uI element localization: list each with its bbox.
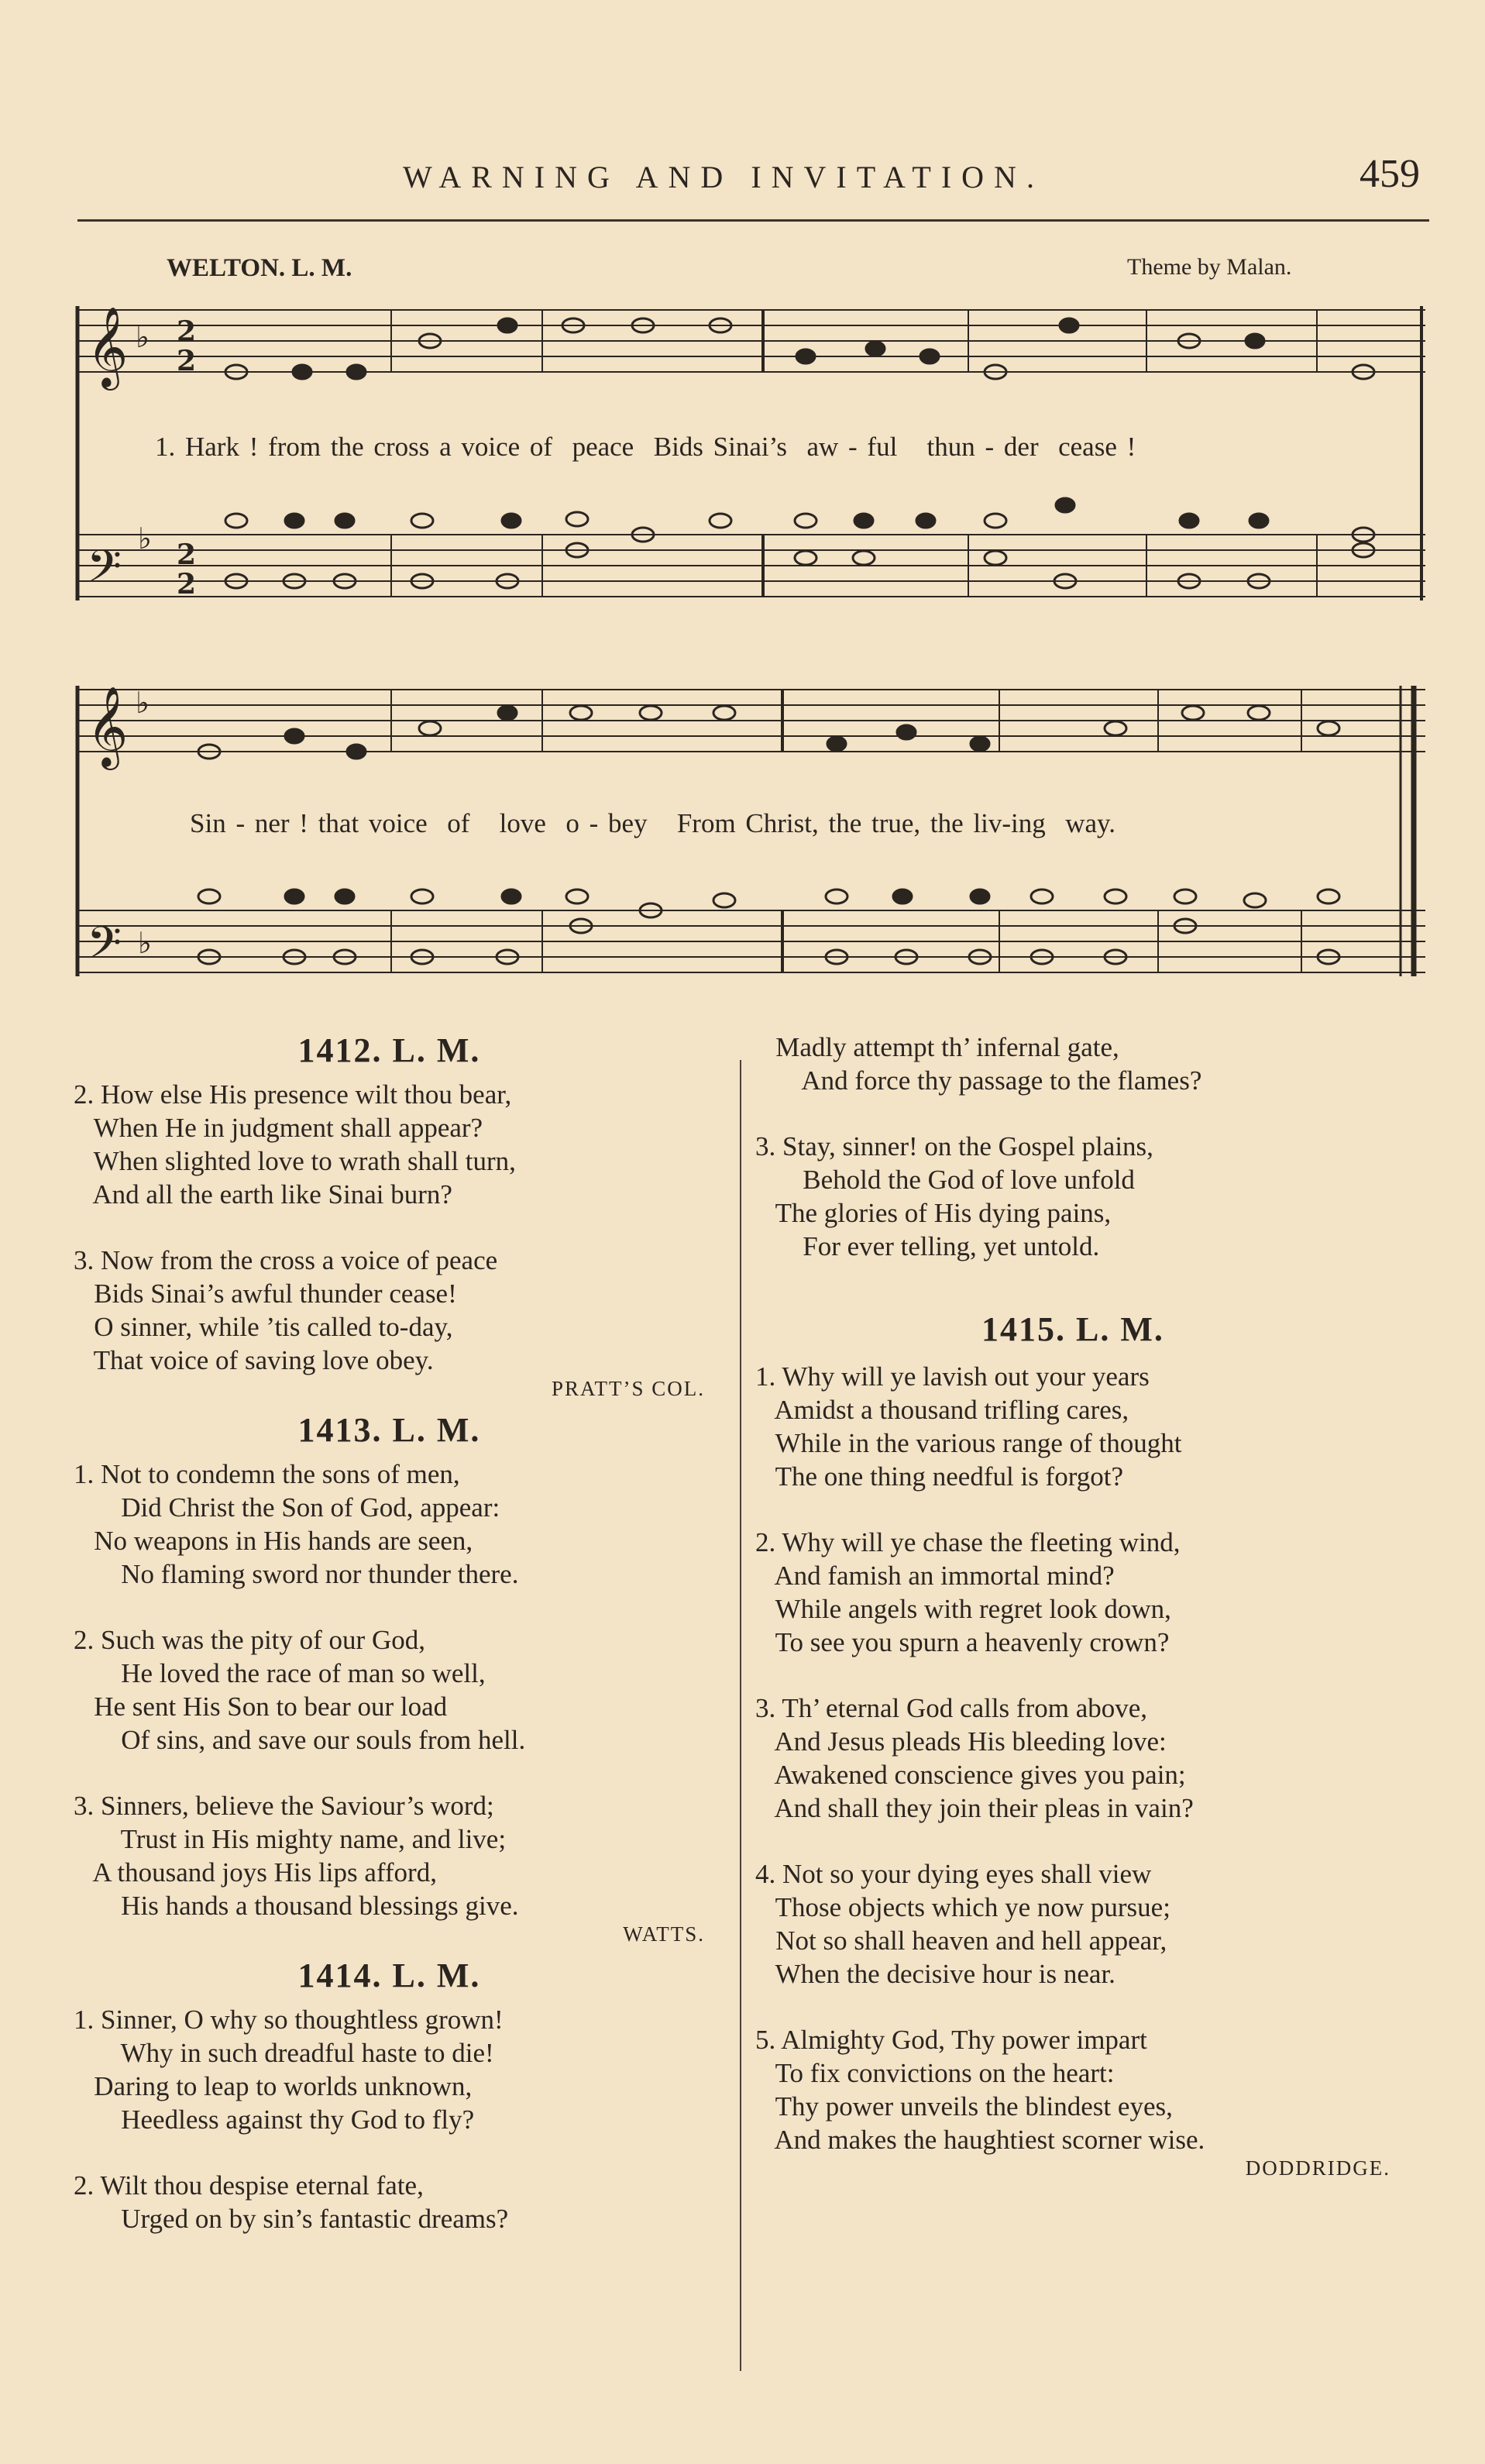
- hymn-heading-1412: 1412. L. M.: [297, 1031, 481, 1069]
- running-header: WARNING AND INVITATION.: [403, 160, 1044, 194]
- verse-1415-2: 2. Why will ye chase the fleeting wind, And famish an immortal mind? While angels with regret look down, To see you spurn a heavenly crown?: [755, 1527, 1181, 1657]
- treble-staff-1: [77, 310, 1425, 372]
- verse-1412-2: 2. How else His presence wilt thou bear, When He in judgment shall appear? When slighted love to wrath shall turn, And all the earth like Sinai burn?: [74, 1079, 516, 1210]
- svg-text:♭: ♭: [138, 926, 152, 960]
- attribution-1412: PRATT’S COL.: [551, 1377, 705, 1400]
- treble-staff-2: [77, 690, 1425, 752]
- tune-credit: Theme by Malan.: [1127, 254, 1292, 280]
- tune-name: WELTON. L. M.: [167, 254, 352, 282]
- music-score: [0, 0, 1485, 1007]
- verse-1414-2-cont: Madly attempt th’ infernal gate, And force thy passage to the flames?: [755, 1032, 1202, 1096]
- svg-text:2: 2: [177, 568, 197, 601]
- lyric-line-2: Sin - ner ! that voice of love o - bey From Christ, the true, the liv-ing way.: [190, 808, 1116, 838]
- svg-text:2: 2: [177, 315, 197, 348]
- hymn-heading-1415: 1415. L. M.: [981, 1310, 1164, 1348]
- verse-1415-4: 4. Not so your dying eyes shall view Those objects which ye now pursue; Not so shall heaven and hell appear, When the decisive hour is near.: [755, 1859, 1170, 1989]
- verse-1414-3: 3. Stay, sinner! on the Gospel plains, Behold the God of love unfold The glories of His dying pains, For ever telling, yet untold.: [755, 1131, 1153, 1261]
- bass-staff-2: [77, 910, 1425, 972]
- hymn-heading-1413: 1413. L. M.: [297, 1411, 481, 1449]
- attribution-1415: DODDRIDGE.: [1245, 2156, 1390, 2180]
- verse-1413-3: 3. Sinners, believe the Saviour’s word; Trust in His mighty name, and live; A thousand joys His lips afford, His hands a thousand blessings give.: [74, 1791, 519, 1921]
- svg-text:2: 2: [177, 539, 197, 571]
- verse-1414-1: 1. Sinner, O why so thoughtless grown! Why in such dreadful haste to die! Daring to leap to worlds unknown, Heedless against thy God to fly?: [74, 2005, 504, 2135]
- verse-1415-1: 1. Why will ye lavish out your years Amidst a thousand trifling cares, While in the various range of thought The one thing needful is forgot?: [755, 1361, 1182, 1492]
- column-divider: [740, 1060, 741, 2371]
- attribution-1413: WATTS.: [623, 1922, 705, 1946]
- left-column: [74, 1031, 705, 2235]
- verse-1413-2: 2. Such was the pity of our God, He loved the race of man so well, He sent His Son to bear our load Of sins, and save our souls from hell.: [74, 1625, 526, 1755]
- svg-text:2: 2: [177, 345, 197, 377]
- verse-1415-3: 3. Th’ eternal God calls from above, And Jesus pleads His bleeding love: Awakened conscience gives you pain; And shall they join their pleas in vain?: [755, 1693, 1194, 1823]
- page-number: 459: [1360, 152, 1420, 196]
- lyric-line-1: 1. Hark ! from the cross a voice of peace Bids Sinai’s aw - ful thun - der cease !: [155, 432, 1136, 462]
- svg-text:♭: ♭: [136, 686, 150, 720]
- right-column: [755, 1031, 1390, 2180]
- bass-clef-icon: 𝄢: [87, 917, 122, 980]
- svg-text:♭: ♭: [136, 320, 150, 354]
- verse-1414-2: 2. Wilt thou despise eternal fate, Urged on by sin’s fantastic dreams?: [74, 2170, 509, 2234]
- treble-clef-icon: 𝄞: [87, 306, 129, 387]
- bass-clef-icon: 𝄢: [87, 540, 122, 604]
- svg-text:♭: ♭: [138, 521, 152, 556]
- bass-staff-1: [77, 535, 1425, 597]
- verse-1415-5: 5. Almighty God, Thy power impart To fix convictions on the heart: Thy power unveils the blindest eyes, And makes the haughtiest scorner wise.: [755, 2025, 1205, 2155]
- verse-1413-1: 1. Not to condemn the sons of men, Did Christ the Son of God, appear: No weapons in His hands are seen, No flaming sword nor thunder there.: [74, 1459, 519, 1589]
- verse-1412-3: 3. Now from the cross a voice of peace Bids Sinai’s awful thunder cease! O sinner, while ’tis called to-day, That voice of saving love obey.: [74, 1245, 498, 1375]
- hymn-heading-1414: 1414. L. M.: [297, 1956, 481, 1994]
- treble-clef-icon: 𝄞: [87, 686, 129, 767]
